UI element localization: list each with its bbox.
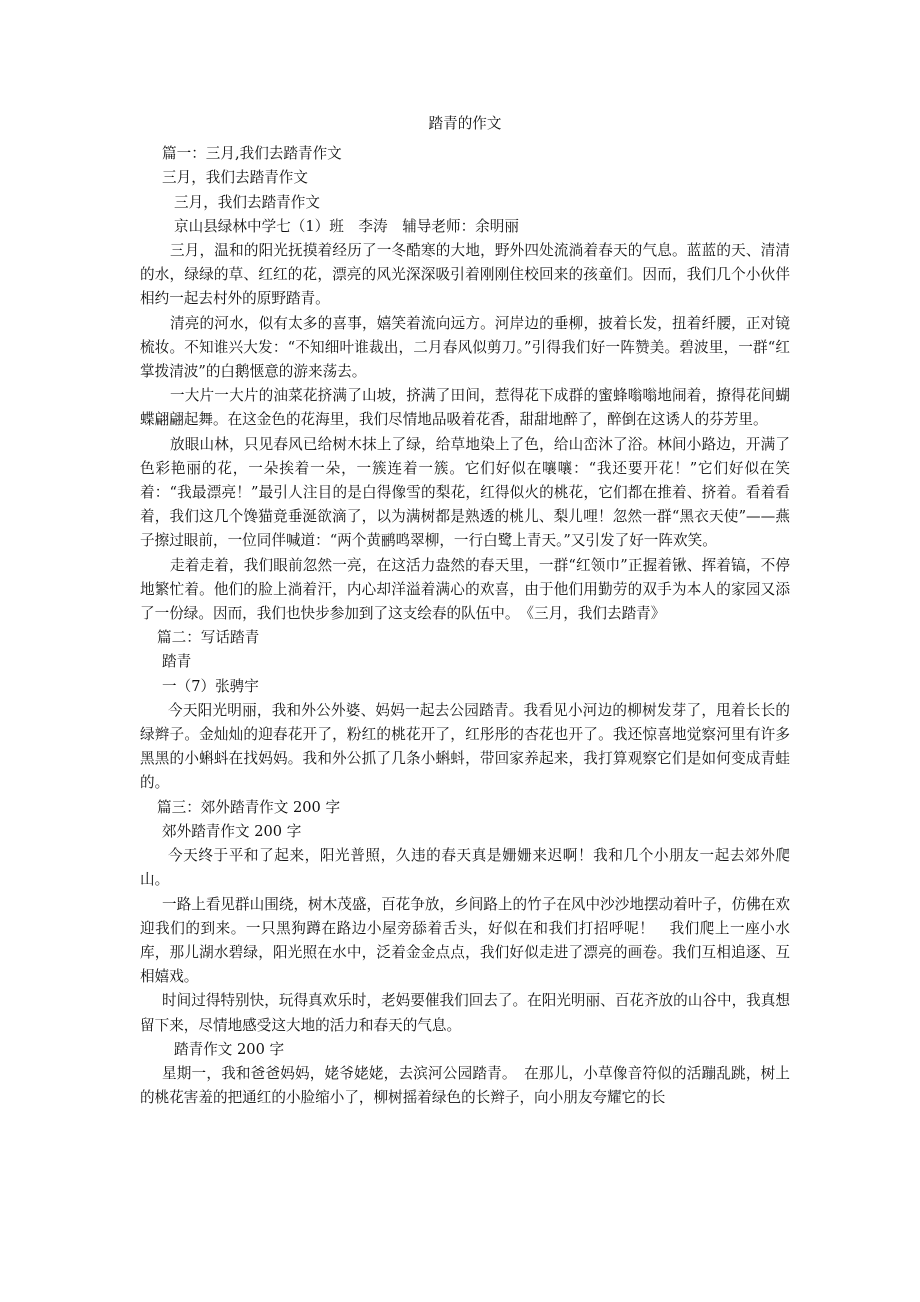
paragraph: 三月，温和的阳光抚摸着经历了一冬酷寒的大地，野外四处流淌着春天的气息。蓝蓝的天、清清的水，绿绿的草、红红的花，漂亮的风光深深吸引着刚刚住校回来的孩童们。因而，我们几个小伙伴相约一起去村外的原野踏青。 [140, 242, 790, 308]
paragraph: 星期一，我和爸爸妈妈，姥爷姥姥，去滨河公园踏青。 在那儿，小草像音符似的活蹦乱跳，树上的桃花害羞的把通红的小脸缩小了，柳树摇着绿色的长辫子，向小朋友夸耀它的长 [140, 1064, 790, 1107]
section-heading-2: 篇二：写话踏青 [157, 629, 260, 647]
article-title: 踏青作文 200 字 [174, 1040, 285, 1058]
article-subtitle: 三月，我们去踏青作文 [174, 193, 320, 211]
paragraph: 清亮的河水，似有太多的喜事，嬉笑着流向远方。河岸边的垂柳，披着长发，扭着纤腰，正对镜梳妆。不知谁兴大发：“不知细叶谁裁出，二月春风似剪刀。”引得我们好一阵赞美。碧波里，一群“红掌拨清波”的白鹅惬意的游来荡去。 [140, 314, 790, 381]
section-heading-3: 篇三：郊外踏青作文 200 字 [157, 798, 341, 816]
paragraph: 今天阳光明丽，我和外公外婆、妈妈一起去公园踏青。我看见小河边的柳树发芽了，甩着长长的绿辫子。金灿灿的迎春花开了，粉红的桃花开了，红彤彤的杏花也开了。我还惊喜地觉察河里有许多黑黑的小蝌蚪在找妈妈。我和外公抓了几条小蝌蚪，带回家养起来，我打算观察它们是如何变成青蛙的。 [140, 701, 790, 792]
author-line: 一（7）张骋宇 [162, 677, 259, 695]
article-title: 郊外踏青作文 200 字 [162, 822, 302, 840]
document-title: 踏青的作文 [428, 115, 502, 132]
section-heading-1: 篇一：三月,我们去踏青作文 [162, 145, 342, 163]
paragraph: 一路上看见群山围绕，树木茂盛，百花争放，乡间路上的竹子在风中沙沙地摆动着叶子，仿佛在欢迎我们的到来。一只黑狗蹲在路边小屋旁舔着舌头，好似在和我们打招呼呢！ 我们爬上一座小水库，那儿湖水碧绿，阳光照在水中，泛着金金点点，我们好似走进了漂亮的画卷。我们互相追逐、互相嬉戏。 [140, 895, 790, 986]
author-line: 京山县绿林中学七（1）班 李涛 辅导老师：余明丽 [174, 217, 519, 235]
article-title: 踏青 [162, 653, 192, 671]
article-title: 三月，我们去踏青作文 [162, 169, 308, 187]
paragraph: 走着走着，我们眼前忽然一亮，在这活力盎然的春天里，一群“红领巾”正握着锹、挥着镐，不停地繁忙着。他们的脸上淌着汗，内心却洋溢着满心的欢喜，由于他们用勤劳的双手为本人的家园又添了一份绿。因而，我们也快步参加到了这支绘春的队伍中。 《三月，我们去踏青》 [140, 556, 790, 623]
paragraph: 一大片一大片的油菜花挤满了山坡，挤满了田间，惹得花下成群的蜜蜂嗡嗡地闹着，撩得花间蝴蝶翩翩起舞。在这金色的花海里，我们尽情地品吸着花香，甜甜地醉了，醉倒在这诱人的芬芳里。 [140, 387, 790, 429]
paragraph: 时间过得特别快，玩得真欢乐时，老妈要催我们回去了。在阳光明丽、百花齐放的山谷中，我真想留下来，尽情地感受这大地的活力和春天的气息。 [140, 992, 790, 1034]
paragraph: 放眼山林，只见春风已给树木抹上了绿，给草地染上了色，给山峦沐了浴。林间小路边，开满了色彩艳丽的花，一朵挨着一朵，一簇连着一簇。它们好似在嚷嚷：“我还要开花！”它们好似在笑着：“我最漂亮！”最引人注目的是白得像雪的梨花，红得似火的桃花，它们都在推着、挤着。看着看着，我们这几个馋猫竟垂涎欲滴了，以为满树都是熟透的桃儿、梨儿哩！忽然一群“黑衣天使”——燕子擦过眼前，一位同伴喊道：“两个黄鹂鸣翠柳，一行白鹭上青天。”又引发了好一阵欢笑。 [140, 435, 790, 550]
paragraph: 今天终于平和了起来，阳光普照，久违的春天真是姗姗来迟啊！我和几个小朋友一起去郊外爬山。 [140, 847, 790, 889]
document-page [140, 112, 790, 1110]
